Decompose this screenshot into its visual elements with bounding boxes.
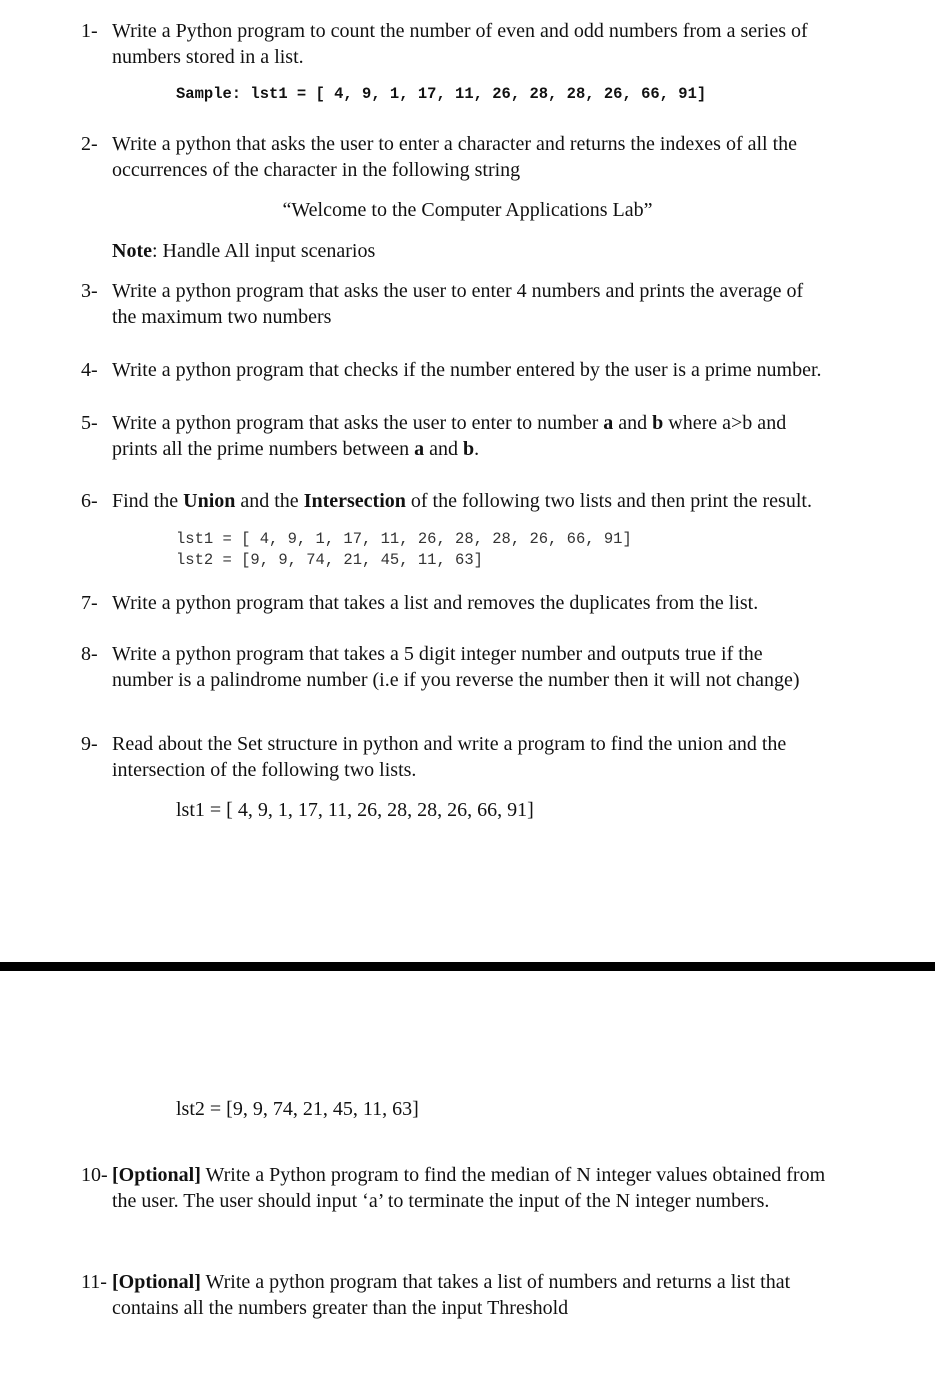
question-number: 2- (81, 133, 98, 155)
question-number: 6- (81, 490, 98, 512)
question-number: 11- (81, 1271, 107, 1293)
question-text: Write a python program that asks the user to enter to number a and b where a>b and (112, 412, 787, 434)
question-number: 7- (81, 592, 98, 614)
question-text: Write a python program that takes a 5 digit integer number and outputs true if the (112, 643, 763, 665)
question-text: Read about the Set structure in python and write a program to find the union and the (112, 733, 787, 755)
question-text: Write a python that asks the user to enter a character and returns the indexes of all the (112, 133, 798, 155)
question-text: [Optional] Write a python program that takes a list of numbers and returns a list that (112, 1271, 791, 1293)
question-text: Write a python program that takes a list and removes the duplicates from the list. (112, 592, 759, 614)
question-number: 10- (81, 1164, 108, 1186)
code-list-1: lst1 = [ 4, 9, 1, 17, 11, 26, 28, 28, 26, 66, 91] (176, 530, 632, 548)
optional-tag: [Optional] (112, 1164, 201, 1186)
question-number: 5- (81, 412, 98, 434)
question-text: prints all the prime numbers between a and b. (112, 438, 480, 460)
question-number: 1- (81, 20, 98, 42)
optional-tag: [Optional] (112, 1271, 201, 1293)
question-text: numbers stored in a list. (112, 46, 304, 68)
list-1: lst1 = [ 4, 9, 1, 17, 11, 26, 28, 28, 26, 66, 91] (176, 799, 534, 821)
question-number: 9- (81, 733, 98, 755)
question-text: contains all the numbers greater than the input Threshold (112, 1297, 569, 1319)
question-text: occurrences of the character in the following string (112, 159, 521, 181)
question-text: [Optional] Write a Python program to find the median of N integer values obtained from (112, 1164, 826, 1186)
note (112, 238, 375, 264)
question-text: the user. The user should input ‘a’ to terminate the input of the N integer numbers. (112, 1190, 770, 1212)
note-text: : Handle All input scenarios (151, 240, 376, 262)
code-list-2: lst2 = [9, 9, 74, 21, 45, 11, 63] (176, 551, 483, 569)
question-text: Write a Python program to count the number of even and odd numbers from a series of (112, 20, 808, 42)
list-2: lst2 = [9, 9, 74, 21, 45, 11, 63] (176, 1098, 419, 1120)
sample-list: Sample: lst1 = [ 4, 9, 1, 17, 11, 26, 28, 28, 26, 66, 91] (176, 85, 707, 103)
question-text: number is a palindrome number (i.e if you reverse the number then it will not change) (112, 669, 800, 691)
quoted-string: “Welcome to the Computer Applications Lab” (282, 199, 653, 221)
question-number: 4- (81, 359, 98, 381)
page-divider (0, 962, 935, 971)
note-label: Note (112, 240, 152, 262)
question-text: Find the Union and the Intersection of the following two lists and then print the result. (112, 490, 812, 512)
question-text: Write a python program that asks the user to enter 4 numbers and prints the average of (112, 280, 804, 302)
question-text: the maximum two numbers (112, 306, 332, 328)
question-text: Write a python program that checks if the number entered by the user is a prime number. (112, 359, 822, 381)
question-number: 8- (81, 643, 98, 665)
question-number: 3- (81, 280, 98, 302)
question-text: intersection of the following two lists. (112, 759, 417, 781)
